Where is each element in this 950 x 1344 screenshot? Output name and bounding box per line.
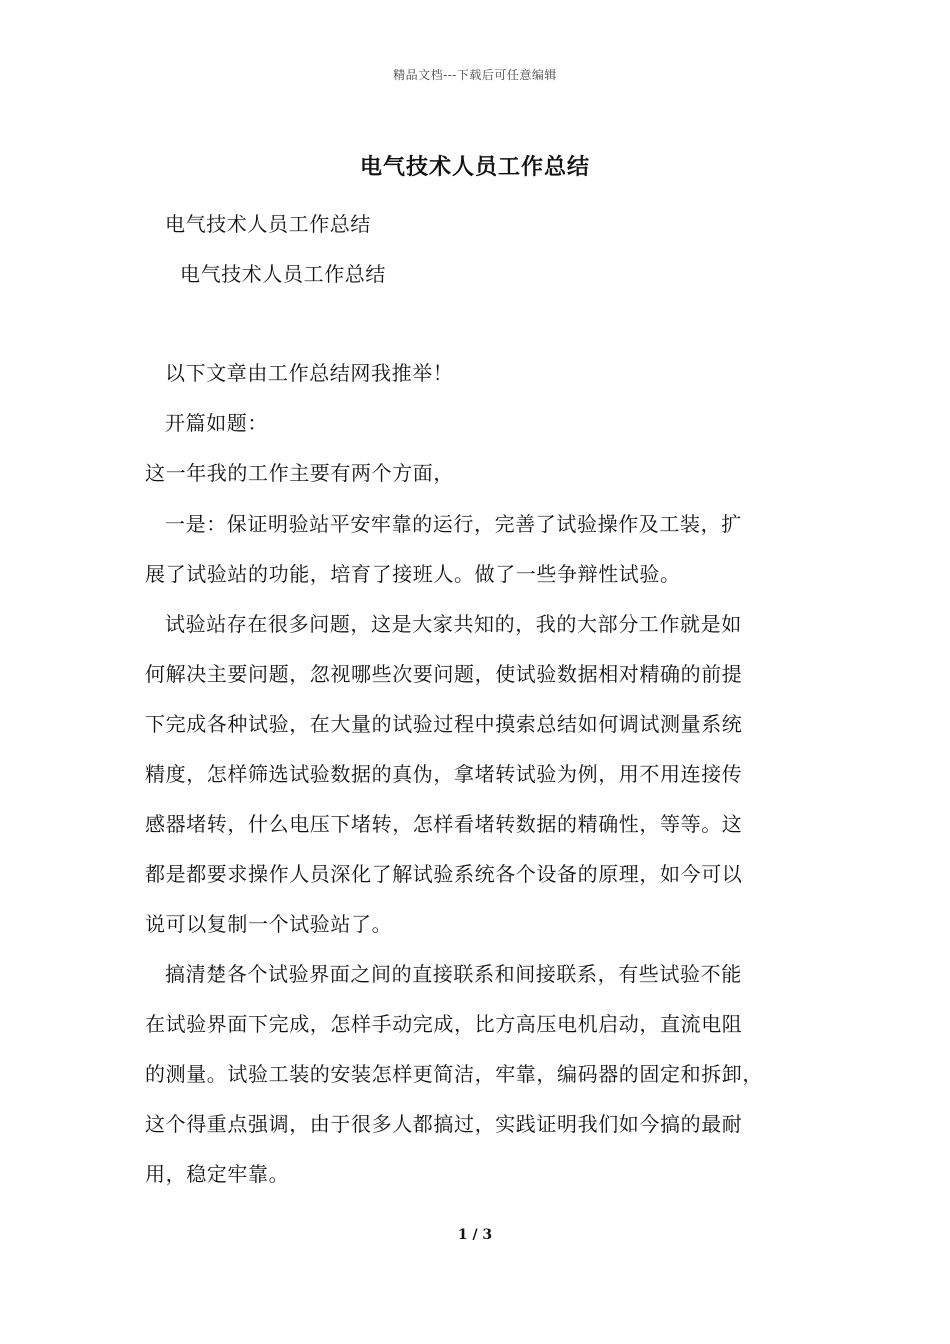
- paragraph-line: 试验站存在很多问题，这是大家共知的，我的大部分工作就是如: [165, 612, 742, 636]
- subtitle-line: 电气技术人员工作总结: [180, 262, 386, 286]
- paragraph-line: 一是：保证明验站平安牢靠的运行，完善了试验操作及工装，扩: [165, 512, 742, 536]
- paragraph-line: 用，稳定牢靠。: [145, 1162, 290, 1186]
- paragraph-line: 感器堵转，什么电压下堵转，怎样看堵转数据的精确性，等等。这: [145, 812, 743, 836]
- paragraph-line: 下完成各种试验，在大量的试验过程中摸索总结如何调试测量系统: [145, 712, 743, 736]
- paragraph-line: 搞清楚各个试验界面之间的直接联系和间接联系，有些试验不能: [165, 962, 742, 986]
- paragraph-line: 这个得重点强调，由于很多人都搞过，实践证明我们如今搞的最耐: [145, 1112, 743, 1136]
- paragraph-line: 都是都要求操作人员深化了解试验系统各个设备的原理，如今可以: [145, 862, 743, 886]
- intro-line: 以下文章由工作总结网我推举！: [165, 361, 454, 385]
- paragraph-line: 展了试验站的功能，培育了接班人。做了一些争辩性试验。: [145, 562, 681, 586]
- page-header: 精品文档---下载后可任意编辑: [393, 68, 557, 82]
- paragraph-line: 何解决主要问题，忽视哪些次要问题，使试验数据相对精确的前提: [145, 662, 743, 686]
- paragraph-line: 说可以复制一个试验站了。: [145, 912, 393, 936]
- opening-line: 开篇如题：: [165, 411, 268, 435]
- paragraph-line: 的测量。试验工装的安装怎样更简洁，牢靠，编码器的固定和拆卸，: [145, 1062, 763, 1086]
- lead-line: 这一年我的工作主要有两个方面，: [145, 461, 454, 485]
- document-title: 电气技术人员工作总结: [359, 154, 590, 180]
- paragraph-line: 在试验界面下完成，怎样手动完成，比方高压电机启动，直流电阻: [145, 1012, 743, 1036]
- page-number: 1 / 3: [457, 1227, 493, 1243]
- subtitle-line: 电气技术人员工作总结: [165, 212, 371, 236]
- paragraph-line: 精度，怎样筛选试验数据的真伪，拿堵转试验为例，用不用连接传: [145, 762, 743, 786]
